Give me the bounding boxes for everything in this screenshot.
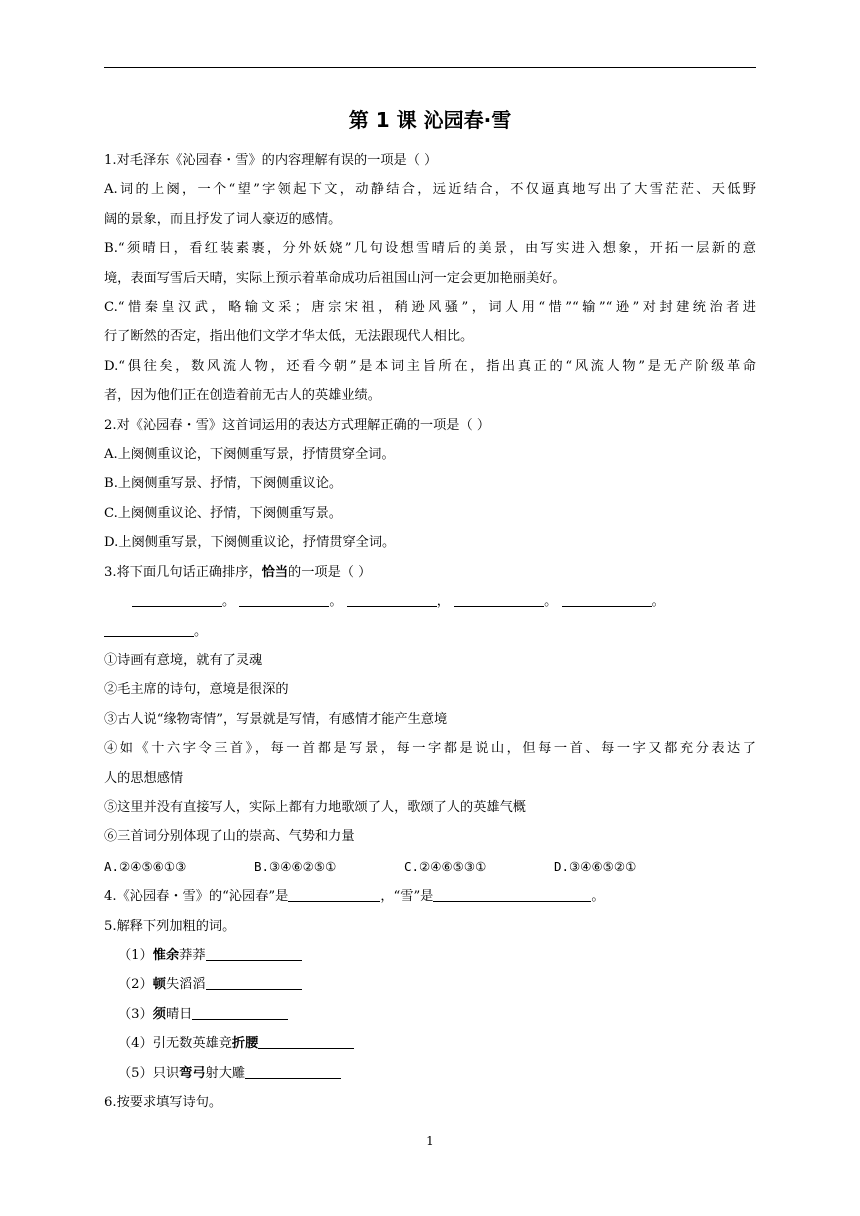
answer-blank-6[interactable] xyxy=(104,622,194,637)
answer-blank-3[interactable] xyxy=(347,592,437,607)
q3-sentence-4-line2: 人的思想感情 xyxy=(104,770,184,786)
q1-option-a-line2: 阔的景象，而且抒发了词人豪迈的感情。 xyxy=(104,211,342,227)
item-text: 晴日 xyxy=(165,1006,193,1022)
blank-separator: 。 xyxy=(544,594,558,610)
q3-option-b: B.③④⑥②⑤① xyxy=(254,858,337,874)
item-text: （4）引无数英雄竞 xyxy=(118,1036,232,1052)
bold-word: 顿 xyxy=(152,977,166,993)
item-text: 莽莽 xyxy=(179,947,206,963)
q1-option-d-line1: D.“俱往矣，数风流人物，还看今朝”是本词主旨所在，指出真正的“风流人物”是无产阶级革命 xyxy=(104,358,756,374)
bold-word: 须 xyxy=(152,1006,166,1022)
q3-sentence-5: ⑤这里并没有直接写人，实际上都有力地歌颂了人，歌颂了人的英雄气概 xyxy=(104,799,526,815)
q2-stem: 2.对《沁园春・雪》这首词运用的表达方式理解正确的一项是（ ） xyxy=(104,417,491,433)
item-text: 失滔滔 xyxy=(165,977,206,993)
q1-stem: 1.对毛泽东《沁园春・雪》的内容理解有误的一项是（ ） xyxy=(104,153,438,168)
q3-sentence-1: ①诗画有意境，就有了灵魂 xyxy=(104,652,263,668)
item-number: （2） xyxy=(118,977,153,993)
q3-answer-blanks-row2 xyxy=(104,617,756,646)
q3-sentence-6: ⑥三首词分别体现了山的崇高、气势和力量 xyxy=(104,829,355,845)
q1-option-d-line2: 者，因为他们正在创造着前无古人的英雄业绩。 xyxy=(104,388,381,404)
answer-blank-1[interactable] xyxy=(132,592,222,607)
blank-separator: 。 xyxy=(194,623,208,639)
q1-option-b-line2: 境，表面写雪后天晴，实际上预示着革命成功后祖国山河一定会更加艳丽美好。 xyxy=(104,270,566,286)
blank-separator: 。 xyxy=(651,594,665,610)
blank-separator: ， xyxy=(436,594,450,610)
header-rule xyxy=(104,67,756,68)
q4-blank-2[interactable] xyxy=(433,887,591,902)
q5-blank-3[interactable] xyxy=(192,1005,288,1020)
q3-stem-post: 的一项是（ ） xyxy=(288,564,372,580)
page-number: 1 xyxy=(426,1134,434,1148)
q4-text-pre: 4.《沁园春・雪》的“沁园春”是 xyxy=(104,889,289,905)
q3-sentence-3: ③古人说“缘物寄情”，写景就是写情，有感情才能产生意境 xyxy=(104,711,448,727)
answer-blank-4[interactable] xyxy=(454,592,544,607)
q3-sentence-2: ②毛主席的诗句，意境是很深的 xyxy=(104,682,289,698)
blank-separator: 。 xyxy=(222,594,236,610)
item-number: （3） xyxy=(118,1006,153,1022)
bold-word: 折腰 xyxy=(231,1036,259,1052)
q2-option-d: D.上阕侧重写景，下阕侧重议论，抒情贯穿全词。 xyxy=(104,535,396,551)
q5-item-1 xyxy=(104,941,756,970)
q4-blank-1[interactable] xyxy=(288,887,380,902)
q6-stem: 6.按要求填写诗句。 xyxy=(104,1095,223,1110)
q3-stem-bold: 恰当 xyxy=(261,564,289,580)
item-number: （1） xyxy=(118,947,153,963)
page-title: 第 1 课 沁园春·雪 xyxy=(348,108,512,132)
blank-separator: 。 xyxy=(329,594,343,610)
document-body xyxy=(104,146,756,1117)
q3-stem xyxy=(104,558,756,587)
q4-text-post: 。 xyxy=(591,889,605,905)
q5-item-2 xyxy=(104,970,756,999)
q4-stem xyxy=(104,882,756,911)
q5-blank-1[interactable] xyxy=(206,946,302,961)
q2-option-b: B.上阕侧重写景、抒情，下阕侧重议论。 xyxy=(104,476,343,492)
q2-option-c: C.上阕侧重议论、抒情，下阕侧重写景。 xyxy=(104,505,342,521)
item-text: （5）只识 xyxy=(118,1065,180,1081)
q3-sentence-4-line1: ④如《十六字令三首》，每一首都是写景，每一字都是说山，但每一首、每一字又都充分表达了 xyxy=(104,741,756,757)
q3-option-a: A.②④⑤⑥①③ xyxy=(104,858,187,874)
answer-blank-5[interactable] xyxy=(562,592,652,607)
bold-word: 惟余 xyxy=(152,947,180,963)
answer-blank-2[interactable] xyxy=(239,592,329,607)
q5-blank-2[interactable] xyxy=(206,975,302,990)
q3-stem-pre: 3.将下面几句话正确排序， xyxy=(104,564,262,580)
q3-answer-blanks xyxy=(104,587,756,616)
q3-option-d: D.③④⑥⑤②① xyxy=(554,858,637,874)
item-text: 射大雕 xyxy=(205,1065,246,1081)
q1-option-c-line1: C.“惜秦皇汉武，略输文采；唐宗宋祖，稍逊风骚”，词人用“惜”“输”“逊”对封建统治者进 xyxy=(104,300,756,316)
q5-stem: 5.解释下列加粗的词。 xyxy=(104,918,236,934)
q5-blank-4[interactable] xyxy=(258,1034,354,1049)
bold-word: 弯弓 xyxy=(179,1065,206,1081)
q3-option-c: C.②④⑥⑤③① xyxy=(404,858,487,874)
q3-options xyxy=(104,852,756,882)
q1-option-c-line2: 行了断然的否定，指出他们文学才华太低，无法跟现代人相比。 xyxy=(104,329,474,345)
q5-blank-5[interactable] xyxy=(245,1064,341,1079)
q5-item-3 xyxy=(104,1000,756,1029)
q1-option-a-line1: A.词的上阕，一个“望”字领起下文，动静结合，远近结合，不仅逼真地写出了大雪茫茫、天低野 xyxy=(104,182,756,198)
q5-item-4 xyxy=(104,1029,756,1058)
q2-option-a: A.上阕侧重议论，下阕侧重写景，抒情贯穿全词。 xyxy=(104,447,395,463)
q4-text-mid: ，“雪”是 xyxy=(380,889,434,905)
q5-item-5 xyxy=(104,1059,756,1088)
q1-option-b-line1: B.“须晴日，看红装素裹，分外妖娆”几句设想雪晴后的美景，由写实进入想象，开拓一层新的意 xyxy=(104,241,756,257)
